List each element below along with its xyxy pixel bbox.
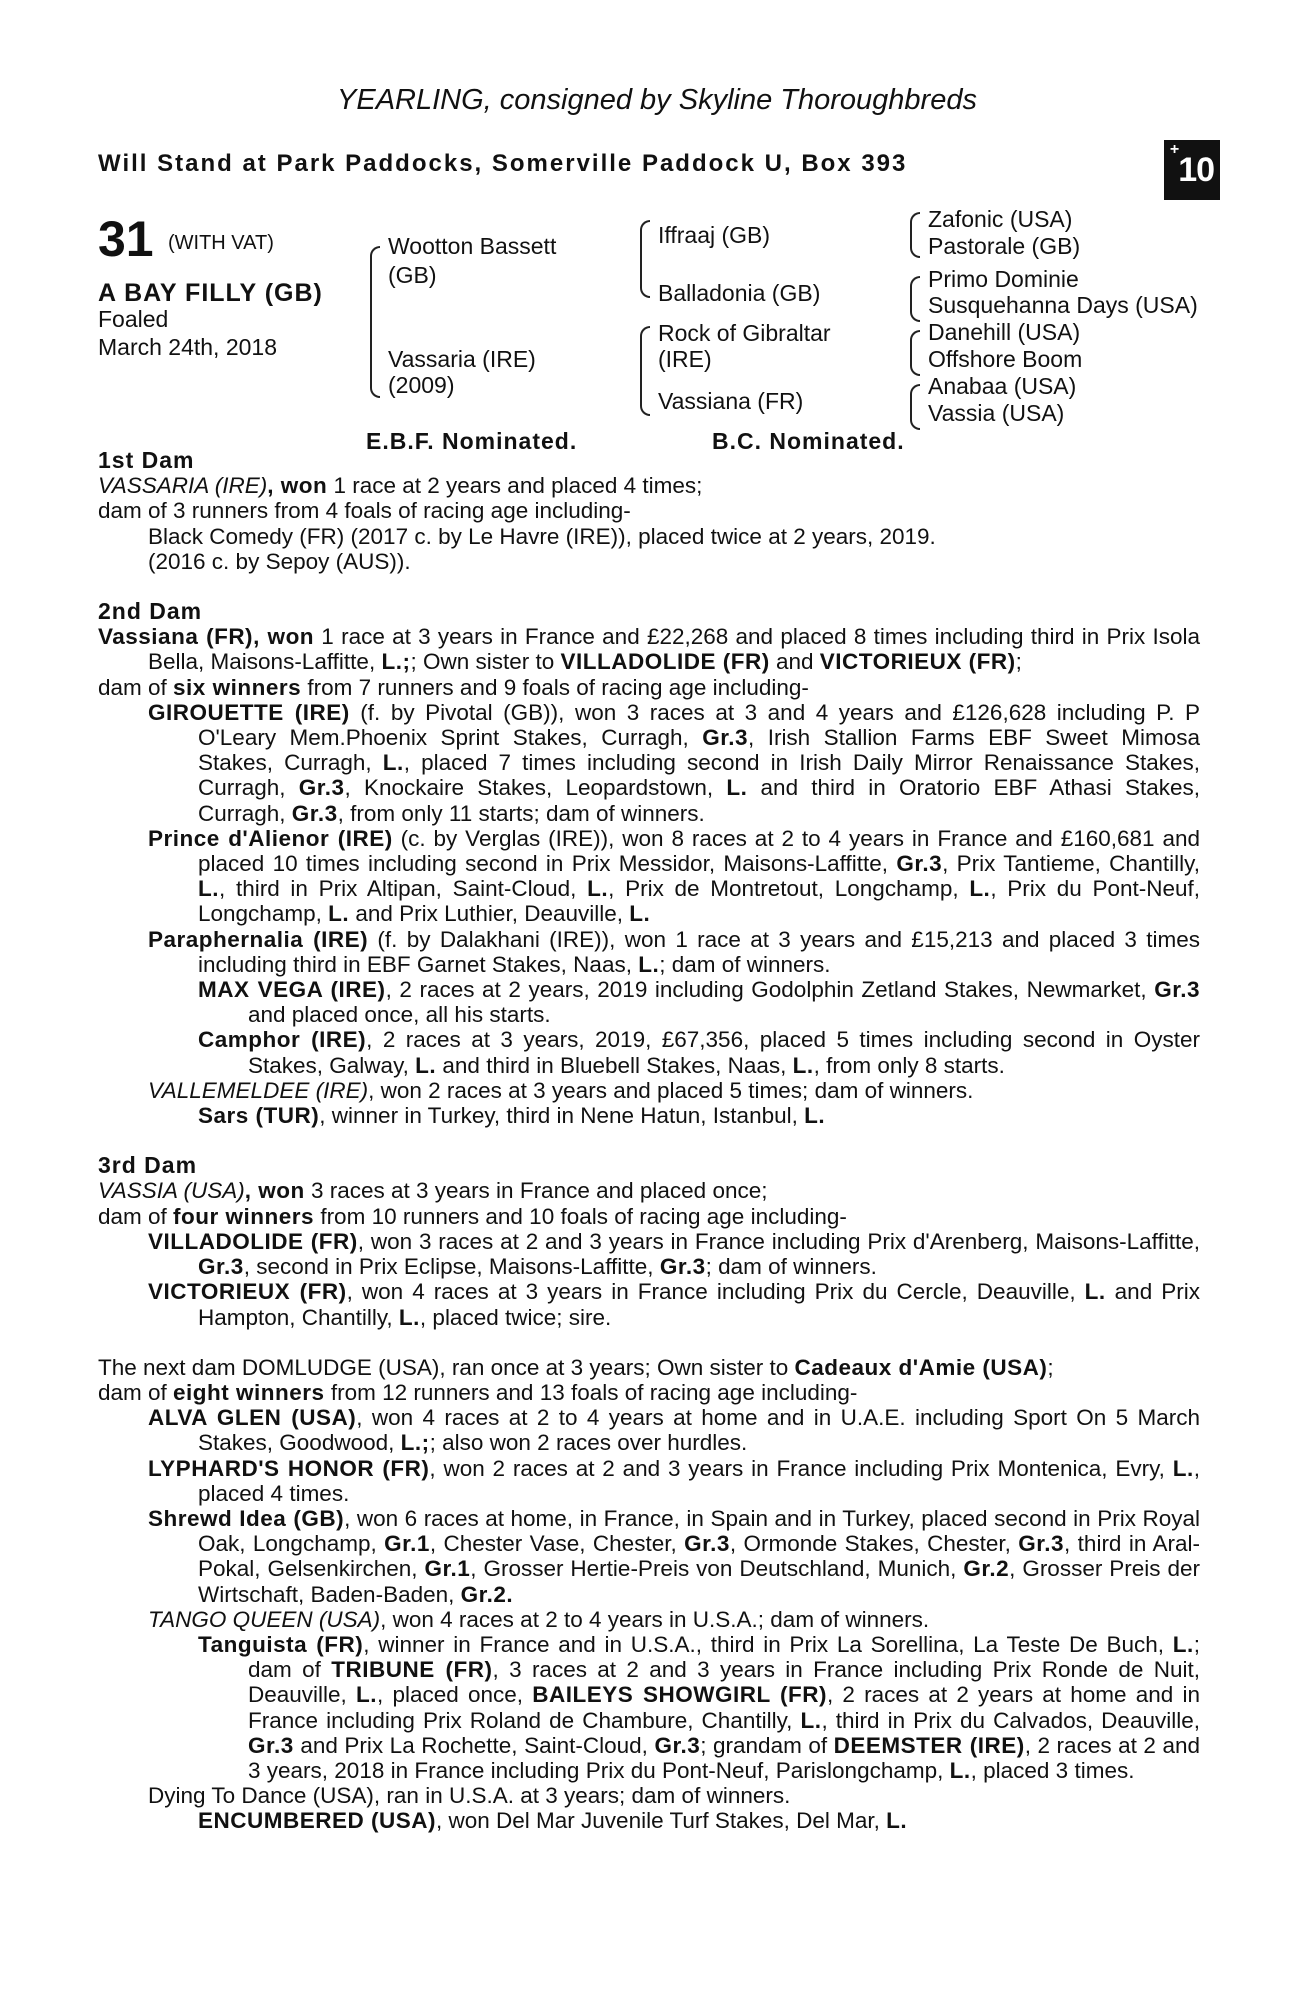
- listed-mark: L.: [949, 1757, 971, 1783]
- listed-mark: L.: [382, 750, 404, 776]
- lot-number: 31: [98, 211, 154, 267]
- pa-text-2: , Prix Tantieme, Chantilly,: [942, 851, 1201, 877]
- grade-mark: Gr.3: [248, 1732, 294, 1758]
- listed-mark: L.: [726, 775, 748, 801]
- cam-text-1: , 2 races at 3 years, 2019, £67,356, placed 5 times including second in Oyster Stakes, Galway,: [248, 1027, 1200, 1078]
- grade-mark: Gr.1: [384, 1531, 430, 1557]
- stand-location: Will Stand at Park Paddocks, Somerville Paddock U, Box 393: [98, 150, 908, 177]
- grade-mark: Gr.3: [198, 1254, 244, 1280]
- entry-victorieux: [98, 1279, 1200, 1329]
- brace-ddd: [910, 406, 920, 430]
- catalogue-body: [98, 448, 1200, 1834]
- pedigree-sds: Primo Dominie: [928, 266, 1079, 292]
- dam1-produce: dam of 3 runners from 4 foals of racing age including-: [98, 498, 631, 524]
- listed-mark: L.;: [400, 1430, 430, 1456]
- vic-text-2: and Prix Hampton, Chantilly,: [198, 1279, 1200, 1330]
- dam2-entry: [98, 624, 1200, 674]
- grade-mark: Gr.3: [654, 1732, 701, 1758]
- val-text: , won 2 races at 3 years and placed 5 times; dam of winners.: [368, 1077, 974, 1103]
- pedigree-dam-year: (2009): [388, 372, 455, 398]
- horse-tango-queen: TANGO QUEEN (USA): [148, 1606, 381, 1632]
- brace-dd: [640, 372, 650, 416]
- entry-tanguista: [98, 1632, 1200, 1783]
- dam3-record: 3 races at 3 years in France and placed once;: [304, 1178, 768, 1204]
- pedigree-sire-suffix: (GB): [388, 262, 437, 288]
- entry-shrewd-idea: [98, 1506, 1200, 1607]
- page-title: YEARLING, consigned by Skyline Thoroughbreds: [337, 84, 977, 116]
- horse-tribune: TRIBUNE (FR): [331, 1657, 493, 1683]
- dam2-text-3: and: [769, 649, 820, 675]
- listed-mark: L.: [886, 1808, 908, 1834]
- dam2-produce: [98, 675, 1200, 700]
- listed-mark: L.: [328, 901, 350, 927]
- tang-text-4: , placed once,: [377, 1682, 533, 1708]
- grade-mark: Gr.3: [291, 800, 338, 826]
- next-dam-sister: Cadeaux d'Amie (USA): [794, 1354, 1048, 1380]
- entry-encumbered: [98, 1808, 1200, 1833]
- grade-mark: Gr.2.: [460, 1581, 514, 1607]
- dam3-produce-a: dam of: [98, 1203, 174, 1229]
- horse-camphor: Camphor (IRE): [198, 1027, 367, 1053]
- dam2-sibling-2: VICTORIEUX (FR): [819, 649, 1016, 675]
- dam1-name: VASSARIA (IRE): [98, 473, 268, 499]
- vat-label: (WITH VAT): [168, 232, 274, 254]
- shr-text-1: , won 6 races at home, in France, in Spain and in Turkey, placed second in Prix Royal Oak, Longchamp,: [198, 1505, 1200, 1557]
- pedigree-dam-sire: Rock of Gibraltar: [658, 320, 831, 346]
- lyp-text-1: , won 2 races at 2 and 3 years in France including Prix Montenica, Evry,: [429, 1455, 1173, 1481]
- entry-dying-to-dance: Dying To Dance (USA), ran in U.S.A. at 3 years; dam of winners.: [148, 1783, 791, 1809]
- girouette-text-1: (f. by Pivotal (GB)), won 3 races at 3 and 4 years and £126,628 including P. P O'Leary Mem.Phoenix Sprint Stakes, Curragh,: [198, 699, 1200, 751]
- bc-nominated: B.C. Nominated.: [712, 428, 905, 454]
- entry-lyphards-honor: [98, 1456, 1200, 1506]
- pedigree-sire-dam: Balladonia (GB): [658, 280, 821, 306]
- grade-mark: Gr.2: [963, 1556, 1010, 1582]
- pa-text-6: and Prix Luthier, Deauville,: [349, 901, 630, 927]
- nd-produce-a: dam of: [98, 1379, 174, 1405]
- next-dam-text: The next dam DOMLUDGE (USA), ran once at 3 years; Own sister to: [98, 1354, 795, 1380]
- dam1-line: [98, 473, 1200, 498]
- brace-ssd: [910, 234, 920, 258]
- pedigree-sire-sire: Iffraaj (GB): [658, 222, 771, 248]
- tang-text-8: ; grandam of: [700, 1732, 834, 1758]
- tang-text-5: , 2 races at 2 years at home and in France including Prix Roland de Chambure, Chantilly,: [248, 1682, 1200, 1733]
- vic-text-3: , placed twice; sire.: [419, 1304, 612, 1330]
- shr-text-2: , Chester Vase, Chester,: [429, 1531, 685, 1557]
- listed-mark: L.: [1172, 1455, 1194, 1481]
- horse-villadolide: VILLADOLIDE (FR): [148, 1228, 358, 1254]
- entry-paraphernalia: [98, 927, 1200, 977]
- dam1-foal-1: Black Comedy (FR) (2017 c. by Le Havre (IRE)), placed twice at 2 years, 2019.: [148, 523, 936, 549]
- girouette-text-2: , Irish Stallion Farms EBF Sweet Mimosa Stakes, Curragh,: [198, 725, 1201, 776]
- vic-text-1: , won 4 races at 3 years in France including Prix du Cercle, Deauville,: [346, 1279, 1085, 1305]
- brace-dam: [370, 328, 380, 398]
- nd-winners-count: eight winners: [173, 1379, 325, 1405]
- vil-text-3: ; dam of winners.: [705, 1254, 877, 1280]
- pedigree-sdd: Susquehanna Days (USA): [928, 292, 1198, 318]
- alva-text-2: ; also won 2 races over hurdles.: [429, 1430, 748, 1456]
- horse-encumbered: ENCUMBERED (USA): [198, 1808, 436, 1834]
- listed-mark: L.: [1172, 1631, 1194, 1657]
- dam1-won: , won: [267, 473, 328, 499]
- par-text-2: ; dam of winners.: [659, 951, 831, 977]
- listed-mark: L.: [1084, 1279, 1106, 1305]
- pedigree-ddd: Vassia (USA): [928, 400, 1065, 426]
- dam1-record: 1 race at 2 years and placed 4 times;: [327, 473, 703, 499]
- horse-deemster: DEEMSTER (IRE): [833, 1732, 1025, 1758]
- horse-shrewd-idea: Shrewd Idea (GB): [148, 1505, 345, 1531]
- dam2-text-2: ; Own sister to: [410, 649, 561, 675]
- grade-mark: Gr.3: [1018, 1531, 1065, 1557]
- pedigree-dam-dam: Vassiana (FR): [658, 388, 804, 414]
- grade-mark: Gr.3: [298, 775, 345, 801]
- listed-mark: L.: [398, 1304, 420, 1330]
- dam3-line: [98, 1178, 1200, 1203]
- enc-text: , won Del Mar Juvenile Turf Stakes, Del Mar,: [436, 1808, 887, 1834]
- dam2-produce-a: dam of: [98, 674, 174, 700]
- brace-ds: [640, 326, 650, 374]
- sars-text: , winner in Turkey, third in Nene Hatun, Istanbul,: [319, 1103, 805, 1129]
- vil-text-1: , won 3 races at 2 and 3 years in France including Prix d'Arenberg, Maisons-Laffitte,: [357, 1228, 1200, 1254]
- horse-baileys-showgirl: BAILEYS SHOWGIRL (FR): [532, 1682, 827, 1708]
- listed-mark: L.: [198, 876, 219, 902]
- brace-sds: [910, 276, 920, 300]
- tang-text-3: , 3 races at 2 and 3 years in France including Prix Ronde de Nuit, Deauville,: [248, 1657, 1200, 1708]
- horse-max-vega: MAX VEGA (IRE): [198, 977, 386, 1003]
- tang-text-9: , 2 races at 2 and 3 years, 2018 in France including Prix du Pont-Neuf, Parislongchamp,: [248, 1732, 1201, 1783]
- mv-text-2: and placed once, all his starts.: [248, 1002, 551, 1028]
- brace-sire: [370, 246, 380, 330]
- cam-text-3: , from only 8 starts.: [813, 1052, 1005, 1078]
- shr-text-6: , Grosser Preis der Wirtschaft, Baden-Baden,: [198, 1556, 1200, 1607]
- pa-text-4: , Prix de Montretout, Longchamp,: [608, 876, 970, 902]
- grade-mark: Gr.3: [1154, 977, 1200, 1003]
- listed-mark: L.: [356, 1682, 378, 1708]
- brace-sss: [910, 212, 920, 236]
- pedigree-dsd: Offshore Boom: [928, 346, 1083, 372]
- alva-text-1: , won 4 races at 2 to 4 years at home and in U.A.E. including Sport On 5 March Stakes, Goodwood,: [198, 1405, 1200, 1456]
- pedigree-ssd: Pastorale (GB): [928, 233, 1081, 259]
- entry-girouette: [98, 700, 1200, 826]
- pedigree-dss: Danehill (USA): [928, 319, 1081, 345]
- listed-mark: L.;: [381, 649, 411, 675]
- brace-ss: [640, 220, 650, 260]
- dam2-name: Vassiana (FR): [98, 624, 254, 650]
- foaled-date: March 24th, 2018: [98, 334, 278, 360]
- pedigree-dam-sire-suffix: (IRE): [658, 346, 712, 372]
- pa-text-1: (c. by Verglas (IRE)), won 8 races at 2 to 4 years in France and £160,681 and placed 10 times including second in Prix Messidor, Maisons-Laffitte,: [198, 825, 1200, 877]
- grade-mark: Gr.3: [702, 725, 748, 751]
- section-2nd-dam: 2nd Dam: [98, 598, 203, 625]
- par-text-1: (f. by Dalakhani (IRE)), won 1 race at 3 years and £15,213 and placed 3 times including third in EBF Garnet Stakes, Naas,: [198, 926, 1200, 977]
- ebf-nominated: E.B.F. Nominated.: [366, 428, 578, 454]
- entry-villadolide: [98, 1229, 1200, 1279]
- badge-plus: +: [1169, 141, 1179, 158]
- shr-text-4: , third in Aral-Pokal, Gelsenkirchen,: [198, 1531, 1200, 1582]
- mv-text-1: , 2 races at 2 years, 2019 including Godolphin Zetland Stakes, Newmarket,: [385, 977, 1155, 1003]
- horse-prince-dalienor: Prince d'Alienor (IRE): [148, 825, 393, 851]
- entry-max-vega: [98, 977, 1200, 1027]
- next-dam-semi: ;: [1047, 1354, 1054, 1380]
- entry-prince-dalienor: [98, 826, 1200, 927]
- horse-paraphernalia: Paraphernalia (IRE): [148, 926, 369, 952]
- tq-text: , won 4 races at 2 to 4 years in U.S.A.; dam of winners.: [380, 1606, 930, 1632]
- vil-text-2: , second in Prix Eclipse, Maisons-Laffitte,: [243, 1254, 660, 1280]
- dam2-produce-b: from 7 runners and 9 foals of racing age including-: [301, 674, 809, 700]
- brace-sdd: [910, 298, 920, 322]
- section-1st-dam: 1st Dam: [98, 447, 195, 473]
- horse-girouette: GIROUETTE (IRE): [148, 699, 350, 725]
- dam2-winners-count: six winners: [173, 674, 302, 700]
- horse-vallemeldee: VALLEMELDEE (IRE): [148, 1077, 369, 1103]
- pedigree-dam: Vassaria (IRE): [388, 346, 536, 372]
- listed-mark: L.: [800, 1707, 822, 1733]
- shr-text-3: , Ormonde Stakes, Chester,: [729, 1531, 1019, 1557]
- entry-alva-glen: [98, 1405, 1200, 1455]
- pedigree-dds: Anabaa (USA): [928, 373, 1077, 399]
- brace-dsd: [910, 352, 920, 376]
- tang-text-2: ; dam of: [248, 1631, 1200, 1683]
- tang-text-1: , winner in France and in U.S.A., third in Prix La Sorellina, La Teste De Buch,: [363, 1631, 1173, 1657]
- tang-text-6: , third in Prix du Calvados, Deauville,: [821, 1707, 1200, 1733]
- lyp-text-2: , placed 4 times.: [198, 1455, 1200, 1506]
- girouette-text-4: , Knockaire Stakes, Leopardstown,: [344, 775, 727, 801]
- dam3-won: , won: [244, 1178, 305, 1204]
- grade-mark: Gr.3: [684, 1531, 730, 1557]
- dam3-name: VASSIA (USA): [98, 1178, 245, 1204]
- dam2-sibling-1: VILLADOLIDE (FR): [560, 649, 770, 675]
- dam2-semi: ;: [1015, 649, 1022, 675]
- brace-sd: [640, 258, 650, 298]
- cam-text-2: and third in Bluebell Stakes, Naas,: [436, 1052, 793, 1078]
- entry-sars: [98, 1103, 1200, 1128]
- pedigree-sss: Zafonic (USA): [928, 206, 1073, 232]
- girouette-text-3: , placed 7 times including second in Irish Daily Mirror Renaissance Stakes, Curragh,: [198, 750, 1201, 801]
- listed-mark: L.: [804, 1103, 826, 1129]
- shr-text-5: , Grosser Hertie-Preis von Deutschland, Munich,: [470, 1556, 964, 1582]
- grade-mark: Gr.3: [896, 851, 943, 877]
- horse-tanguista: Tanguista (FR): [198, 1631, 364, 1657]
- dam1-foal-2: (2016 c. by Sepoy (AUS)).: [148, 548, 411, 574]
- foaled-info: [98, 305, 338, 361]
- horse-name: A BAY FILLY (GB): [98, 279, 323, 307]
- lot-badge: [1164, 140, 1220, 200]
- entry-tango-queen: [98, 1607, 1200, 1632]
- horse-lyphards-honor: LYPHARD'S HONOR (FR): [148, 1455, 430, 1481]
- grade-mark: Gr.3: [659, 1254, 706, 1280]
- dam2-text: 1 race at 3 years in France and £22,268 and placed 8 times including third in Prix Isola Bella, Maisons-Laffitte,: [148, 624, 1201, 675]
- tang-text-7: and Prix La Rochette, Saint-Cloud,: [293, 1732, 655, 1758]
- dam3-winners-count: four winners: [173, 1203, 315, 1229]
- listed-mark: L.: [969, 876, 991, 902]
- pa-text-5: , Prix du Pont-Neuf, Longchamp,: [198, 876, 1200, 927]
- horse-alva-glen: ALVA GLEN (USA): [148, 1405, 357, 1431]
- dam2-won: , won: [253, 624, 315, 650]
- horse-sars: Sars (TUR): [198, 1103, 320, 1129]
- listed-mark: L.: [638, 951, 660, 977]
- entry-vallemeldee: [98, 1078, 1200, 1103]
- next-dam-line: [98, 1355, 1200, 1380]
- section-3rd-dam: 3rd Dam: [98, 1152, 198, 1179]
- brace-dss: [910, 330, 920, 354]
- girouette-text-6: , from only 11 starts; dam of winners.: [337, 800, 705, 826]
- horse-victorieux: VICTORIEUX (FR): [148, 1279, 347, 1305]
- badge-number: 10: [1178, 151, 1215, 189]
- listed-mark: L.: [415, 1052, 437, 1078]
- listed-mark: L.: [587, 876, 609, 902]
- next-dam-produce: [98, 1380, 1200, 1405]
- girouette-text-5: and third in Oratorio EBF Athasi Stakes, Curragh,: [198, 775, 1200, 826]
- pedigree-sire: Wootton Bassett: [388, 233, 557, 259]
- dam3-produce: [98, 1204, 1200, 1229]
- foaled-label: Foaled: [98, 306, 169, 332]
- brace-dds: [910, 384, 920, 408]
- entry-camphor: [98, 1027, 1200, 1077]
- pa-text-3: , third in Prix Altipan, Saint-Cloud,: [219, 876, 588, 902]
- tang-text-10: , placed 3 times.: [970, 1757, 1135, 1783]
- grade-mark: Gr.1: [424, 1556, 471, 1582]
- listed-mark: L.: [629, 901, 651, 927]
- dam3-produce-b: from 10 runners and 10 foals of racing age including-: [314, 1203, 847, 1229]
- listed-mark: L.: [792, 1052, 814, 1078]
- nd-produce-b: from 12 runners and 13 foals of racing age including-: [324, 1379, 858, 1405]
